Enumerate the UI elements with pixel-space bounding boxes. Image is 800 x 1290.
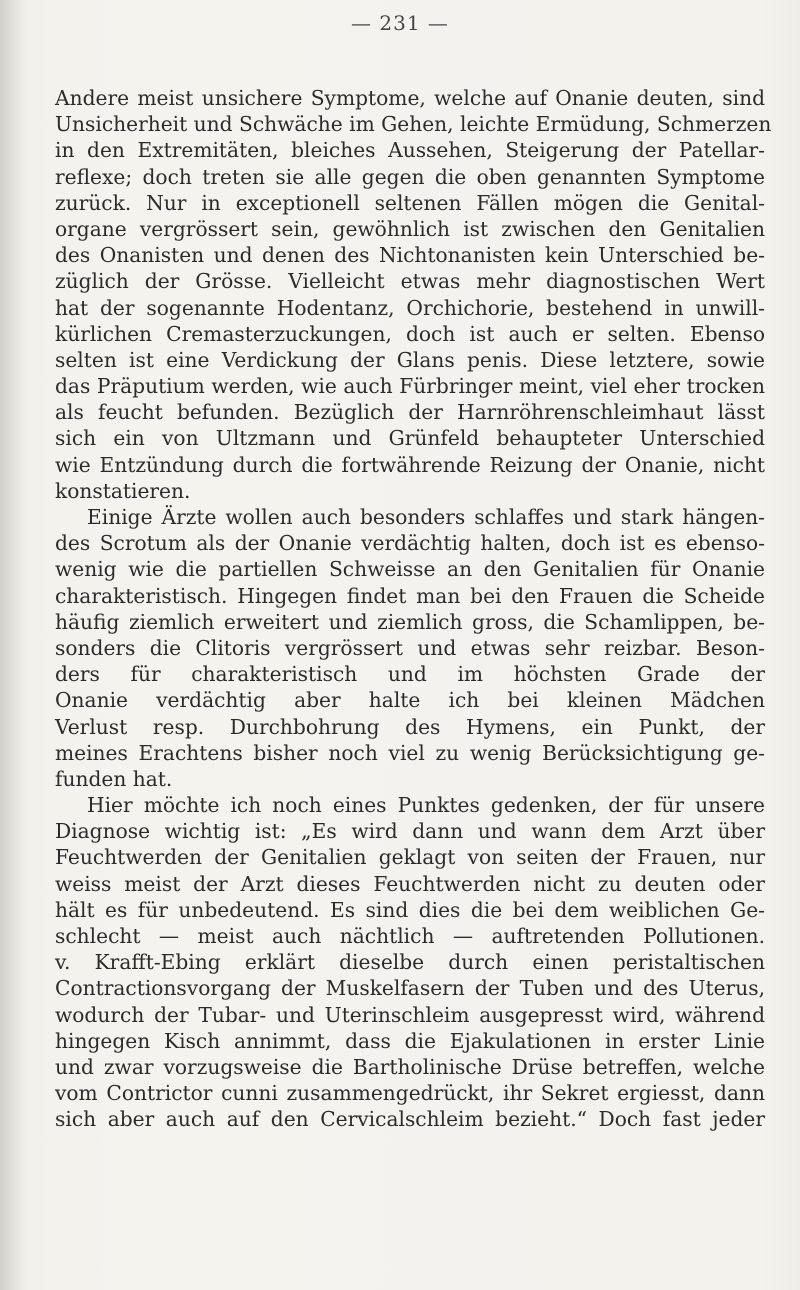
text-line: schlecht — meist auch nächtlich — auftretenden Pollutionen. xyxy=(55,924,765,948)
text-line: Hier möchte ich noch eines Punktes gedenken, der für unsere xyxy=(87,793,765,818)
body-text xyxy=(55,85,772,1133)
text-line: des Scrotum als der Onanie verdächtig halten, doch ist es ebenso- xyxy=(55,531,765,556)
text-line: organe vergrössert sein, gewöhnlich ist zwischen den Genitalien xyxy=(55,216,765,241)
text-line: hat der sogenannte Hodentanz, Orchichorie, bestehend in unwill- xyxy=(55,295,765,320)
text-line: kürlichen Cremasterzuckungen, doch ist auch er selten. Ebenso xyxy=(55,321,765,346)
text-line: und zwar vorzugsweise die Bartholinische Drüse betreffen, welche xyxy=(55,1054,765,1079)
text-line: charakteristisch. Hingegen findet man bei den Frauen die Scheide xyxy=(55,583,765,608)
text-line: Contractionsvorgang der Muskelfasern der Tuben und des Uterus, xyxy=(55,976,765,1001)
text-line: zurück. Nur in exceptionell seltenen Fällen mögen die Genital- xyxy=(55,190,765,215)
text-line: hält es für unbedeutend. Es sind dies die bei dem weiblichen Ge- xyxy=(55,897,765,922)
text-line: züglich der Grösse. Vielleicht etwas mehr diagnostischen Wert xyxy=(55,269,765,294)
text-line: funden hat. xyxy=(55,766,173,791)
text-line: als feucht befunden. Bezüglich der Harnröhrenschleimhaut lässt xyxy=(55,400,765,425)
text-line: Andere meist unsicherе Symptome, welche auf Onanie deuten, sind xyxy=(55,86,765,110)
text-line: meines Erachtens bisher noch viel zu wenig Berücksichtigung ge- xyxy=(55,740,765,765)
text-line: sich aber auch auf den Cervicalschleim bezieht.“ Doch fast jeder xyxy=(55,1107,765,1132)
text-line: wodurch der Tubar- und Uterinschleim ausgepresst wird, während xyxy=(55,1002,765,1027)
text-line: sich ein von Ultzmann und Grünfeld behaupteter Unterschied xyxy=(55,426,765,451)
text-line: v. Krafft-Ebing erklärt dieselbe durch einen peristaltischen xyxy=(55,950,765,975)
text-line: reflexe; doch treten sie alle gegen die oben genannten Symptome xyxy=(55,164,765,189)
text-line: Einige Ärzte wollen auch besonders schlaffes und stark hängen- xyxy=(87,505,765,529)
text-line: ders für charakteristisch und im höchsten Grade der xyxy=(55,662,765,687)
text-line: Feuchtwerden der Genitalien geklagt von seiten der Frauen, nur xyxy=(55,845,765,870)
text-line: Unsicherheit und Schwäche im Gehen, leichte Ermüdung, Schmerzen xyxy=(55,112,772,137)
text-line: konstatieren. xyxy=(55,478,191,503)
text-line: hingegen Kisch annimmt, dass die Ejakulationen in erster Linie xyxy=(55,1028,765,1053)
text-line: Diagnose wichtig ist: „Es wird dann und wann dem Arzt über xyxy=(55,819,765,844)
text-line: weiss meist der Arzt dieses Feuchtwerden nicht zu deuten oder xyxy=(55,871,765,896)
text-line: sonders die Clitoris vergrössert und etwas sehr reizbar. Beson- xyxy=(55,635,765,660)
text-line: in den Extremitäten, bleiches Aussehen, Steigerung der Patellar- xyxy=(55,138,765,163)
page-number: — 231 — xyxy=(351,11,449,35)
text-line: vom Contrictor cunni zusammengedrückt, ihr Sekret ergiesst, dann xyxy=(55,1081,765,1106)
text-line: Verlust resp. Durchbohrung des Hymens, ein Punkt, der xyxy=(55,714,765,739)
text-line: wie Entzündung durch die fortwährende Reizung der Onanie, nicht xyxy=(55,452,765,477)
text-line: des Onanisten und denen des Nichtonanisten kein Unterschied be- xyxy=(55,243,765,268)
text-line: Onanie verdächtig aber halte ich bei kleinen Mädchen xyxy=(55,688,765,713)
text-line: häufig ziemlich erweitert und ziemlich gross, die Schamlippen, be- xyxy=(55,609,765,634)
text-line: selten ist eine Verdickung der Glans penis. Diese letztere, sowie xyxy=(55,347,765,372)
binding-shadow xyxy=(0,0,26,1290)
text-line: das Präputium werden, wie auch Fürbringer meint, viel eher trocken xyxy=(55,374,765,399)
text-line: wenig wie die partiellen Schweisse an den Genitalien für Onanie xyxy=(55,557,765,582)
